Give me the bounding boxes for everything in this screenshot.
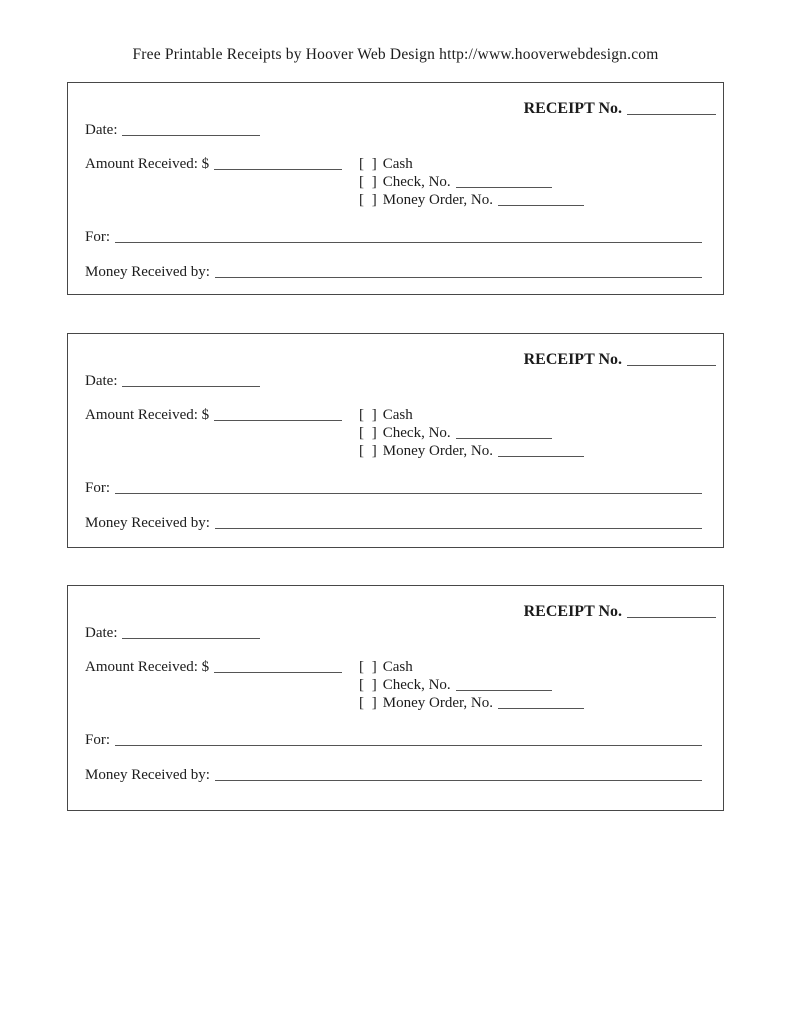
receipt-form-2 — [67, 333, 724, 548]
money-order-label: Money Order, No. — [382, 192, 493, 208]
receipt-no-label: RECEIPT No. — [523, 603, 622, 620]
money-order-option-row — [359, 191, 584, 210]
money-received-by-blank-line — [215, 780, 702, 781]
amount-received-row — [85, 406, 342, 425]
amount-received-label: Amount Received: $ — [85, 659, 210, 675]
date-label: Date: — [85, 122, 118, 138]
receipt-no-row — [524, 350, 716, 369]
receipt-no-row — [524, 99, 716, 118]
money-received-by-label: Money Received by: — [85, 767, 210, 783]
for-blank-line — [115, 242, 702, 243]
money-order-option-row — [359, 442, 584, 461]
money-order-no-blank-line — [498, 456, 584, 457]
money-order-option-row — [359, 694, 584, 713]
date-label: Date: — [85, 625, 118, 641]
cash-label: Cash — [382, 659, 413, 675]
check-option-row — [359, 424, 552, 443]
money-order-label: Money Order, No. — [382, 695, 493, 711]
amount-blank-line — [214, 169, 342, 170]
cash-option-row — [359, 406, 413, 425]
receipt-no-blank-line — [627, 617, 716, 618]
amount-blank-line — [214, 672, 342, 673]
receipt-form-1 — [67, 82, 724, 295]
money-order-checkbox: [ ] — [359, 443, 379, 459]
date-row — [85, 624, 260, 643]
money-order-no-blank-line — [498, 205, 584, 206]
for-row — [85, 228, 702, 247]
cash-label: Cash — [382, 407, 413, 423]
amount-received-label: Amount Received: $ — [85, 407, 210, 423]
money-received-by-label: Money Received by: — [85, 515, 210, 531]
money-received-by-row — [85, 514, 702, 533]
for-blank-line — [115, 493, 702, 494]
for-row — [85, 731, 702, 750]
receipt-no-row — [524, 602, 716, 621]
money-received-by-blank-line — [215, 528, 702, 529]
amount-received-label: Amount Received: $ — [85, 156, 210, 172]
date-blank-line — [122, 638, 260, 639]
cash-label: Cash — [382, 156, 413, 172]
page-header: Free Printable Receipts by Hoover Web Design http://www.hooverwebdesign.com — [132, 46, 659, 63]
money-received-by-row — [85, 263, 702, 282]
for-blank-line — [115, 745, 702, 746]
date-label: Date: — [85, 373, 118, 389]
cash-checkbox: [ ] — [359, 659, 379, 675]
check-option-row — [359, 676, 552, 695]
check-checkbox: [ ] — [359, 425, 379, 441]
cash-checkbox: [ ] — [359, 407, 379, 423]
date-blank-line — [122, 135, 260, 136]
receipt-no-label: RECEIPT No. — [523, 100, 622, 117]
for-label: For: — [85, 480, 111, 496]
check-label: Check, No. — [382, 174, 451, 190]
check-label: Check, No. — [382, 677, 451, 693]
check-no-blank-line — [456, 187, 552, 188]
for-label: For: — [85, 732, 111, 748]
money-received-by-blank-line — [215, 277, 702, 278]
money-order-no-blank-line — [498, 708, 584, 709]
date-blank-line — [122, 386, 260, 387]
check-no-blank-line — [456, 690, 552, 691]
date-row — [85, 372, 260, 391]
cash-checkbox: [ ] — [359, 156, 379, 172]
money-order-checkbox: [ ] — [359, 192, 379, 208]
money-received-by-label: Money Received by: — [85, 264, 210, 280]
date-row — [85, 121, 260, 140]
for-label: For: — [85, 229, 111, 245]
receipt-form-3 — [67, 585, 724, 811]
receipt-no-blank-line — [627, 365, 716, 366]
cash-option-row — [359, 155, 413, 174]
receipt-no-label: RECEIPT No. — [523, 351, 622, 368]
check-label: Check, No. — [382, 425, 451, 441]
check-option-row — [359, 173, 552, 192]
receipt-no-blank-line — [627, 114, 716, 115]
amount-received-row — [85, 155, 342, 174]
money-order-label: Money Order, No. — [382, 443, 493, 459]
amount-blank-line — [214, 420, 342, 421]
money-received-by-row — [85, 766, 702, 785]
check-checkbox: [ ] — [359, 677, 379, 693]
check-checkbox: [ ] — [359, 174, 379, 190]
amount-received-row — [85, 658, 342, 677]
cash-option-row — [359, 658, 413, 677]
check-no-blank-line — [456, 438, 552, 439]
for-row — [85, 479, 702, 498]
money-order-checkbox: [ ] — [359, 695, 379, 711]
